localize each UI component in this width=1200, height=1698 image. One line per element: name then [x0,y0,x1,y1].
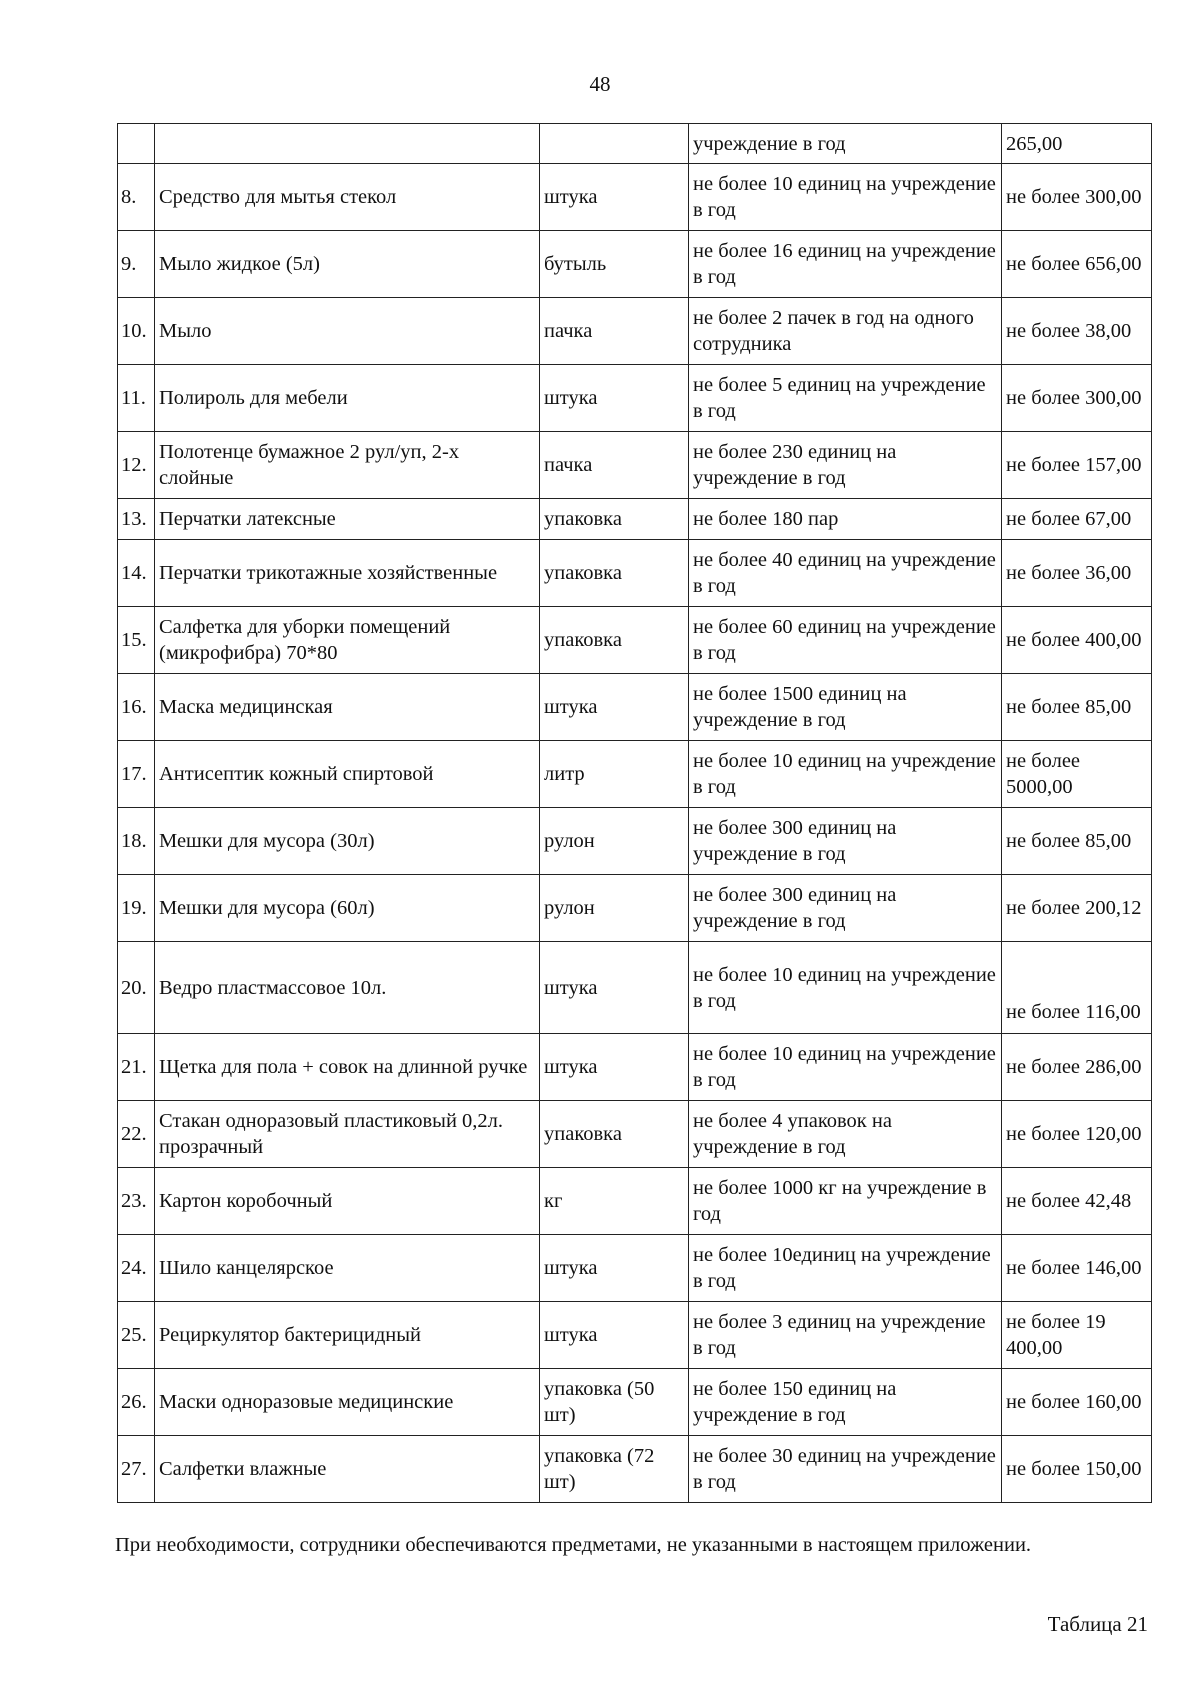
item-name-cell: Мешки для мусора (60л) [155,875,540,942]
quantity-cell: не более 10 единиц на учреждение в год [689,1034,1002,1101]
row-number-cell: 25. [118,1302,155,1369]
item-name-cell: Салфетка для уборки помещений (микрофибра) 70*80 [155,607,540,674]
price-cell: не более 67,00 [1002,499,1152,540]
item-name-cell: Картон коробочный [155,1168,540,1235]
unit-cell: штука [540,1302,689,1369]
item-name-cell: Салфетки влажные [155,1436,540,1503]
table-row [118,540,1152,607]
item-name-cell: Антисептик кожный спиртовой [155,741,540,808]
table-row [118,499,1152,540]
unit-cell: кг [540,1168,689,1235]
table-row [118,1034,1152,1101]
row-number-cell: 24. [118,1235,155,1302]
row-number-cell: 8. [118,164,155,231]
table-row [118,1369,1152,1436]
price-cell: не более 146,00 [1002,1235,1152,1302]
quantity-cell: не более 2 пачек в год на одного сотрудника [689,298,1002,365]
table-row [118,942,1152,1034]
quantity-cell: не более 300 единиц на учреждение в год [689,808,1002,875]
row-number-cell: 12. [118,432,155,499]
table-row [118,365,1152,432]
table-row [118,164,1152,231]
table-row [118,875,1152,942]
unit-cell: упаковка [540,540,689,607]
row-number-cell: 19. [118,875,155,942]
quantity-cell: не более 1000 кг на учреждение в год [689,1168,1002,1235]
item-name-cell: Средство для мытья стекол [155,164,540,231]
table-row [118,1235,1152,1302]
price-cell: не более 85,00 [1002,674,1152,741]
item-name-cell: Полироль для мебели [155,365,540,432]
item-name-cell: Маска медицинская [155,674,540,741]
price-cell: не более 656,00 [1002,231,1152,298]
unit-cell: штука [540,365,689,432]
unit-cell: рулон [540,875,689,942]
unit-cell: упаковка (50 шт) [540,1369,689,1436]
table-row [118,808,1152,875]
table-row [118,1436,1152,1503]
item-name-cell [155,124,540,164]
item-name-cell: Мыло [155,298,540,365]
unit-cell: упаковка [540,607,689,674]
unit-cell: штука [540,164,689,231]
quantity-cell: не более 10единиц на учреждение в год [689,1235,1002,1302]
price-cell: не более 300,00 [1002,365,1152,432]
table-row [118,1168,1152,1235]
quantity-cell: не более 300 единиц на учреждение в год [689,875,1002,942]
row-number-cell: 22. [118,1101,155,1168]
item-name-cell: Ведро пластмассовое 10л. [155,942,540,1034]
item-name-cell: Мыло жидкое (5л) [155,231,540,298]
unit-cell: бутыль [540,231,689,298]
unit-cell: литр [540,741,689,808]
quantity-cell: не более 30 единиц на учреждение в год [689,1436,1002,1503]
price-cell: не более 286,00 [1002,1034,1152,1101]
price-cell: не более 5000,00 [1002,741,1152,808]
price-cell: не более 19 400,00 [1002,1302,1152,1369]
price-cell: не более 85,00 [1002,808,1152,875]
table-row [118,674,1152,741]
unit-cell: упаковка [540,1101,689,1168]
table-row [118,231,1152,298]
unit-cell [540,124,689,164]
unit-cell: упаковка [540,499,689,540]
row-number-cell: 11. [118,365,155,432]
price-cell: не более 116,00 [1002,942,1152,1034]
unit-cell: пачка [540,432,689,499]
row-number-cell: 18. [118,808,155,875]
quantity-cell: не более 180 пар [689,499,1002,540]
price-cell: не более 42,48 [1002,1168,1152,1235]
unit-cell: штука [540,942,689,1034]
footnote-text: При необходимости, сотрудники обеспечиваются предметами, не указанными в настоящем приложении. [115,1534,1032,1556]
row-number-cell: 17. [118,741,155,808]
quantity-cell: не более 10 единиц на учреждение в год [689,942,1002,1034]
unit-cell: штука [540,1034,689,1101]
price-cell: не более 120,00 [1002,1101,1152,1168]
price-cell: не более 160,00 [1002,1369,1152,1436]
quantity-cell: не более 150 единиц на учреждение в год [689,1369,1002,1436]
price-cell: не более 400,00 [1002,607,1152,674]
quantity-cell: не более 4 упаковок на учреждение в год [689,1101,1002,1168]
item-name-cell: Перчатки трикотажные хозяйственные [155,540,540,607]
quantity-cell: не более 40 единиц на учреждение в год [689,540,1002,607]
row-number-cell: 26. [118,1369,155,1436]
row-number-cell: 20. [118,942,155,1034]
quantity-cell: не более 60 единиц на учреждение в год [689,607,1002,674]
row-number-cell: 14. [118,540,155,607]
quantity-cell: учреждение в год [689,124,1002,164]
table-row [118,432,1152,499]
row-number-cell: 21. [118,1034,155,1101]
row-number-cell: 27. [118,1436,155,1503]
unit-cell: рулон [540,808,689,875]
item-name-cell: Мешки для мусора (30л) [155,808,540,875]
unit-cell: пачка [540,298,689,365]
row-number-cell: 16. [118,674,155,741]
item-name-cell: Перчатки латексные [155,499,540,540]
price-cell: не более 157,00 [1002,432,1152,499]
item-name-cell: Маски одноразовые медицинские [155,1369,540,1436]
price-cell: не более 200,12 [1002,875,1152,942]
item-name-cell: Щетка для пола + совок на длинной ручке [155,1034,540,1101]
row-number-cell: 10. [118,298,155,365]
page-number: 48 [589,72,611,96]
table-row [118,124,1152,164]
supply-norms-table [117,123,1152,1503]
quantity-cell: не более 3 единиц на учреждение в год [689,1302,1002,1369]
row-number-cell [118,124,155,164]
row-number-cell: 23. [118,1168,155,1235]
price-cell: не более 300,00 [1002,164,1152,231]
table-row [118,741,1152,808]
table-row [118,1101,1152,1168]
table-caption: Таблица 21 [1047,1612,1148,1636]
row-number-cell: 15. [118,607,155,674]
unit-cell: упаковка (72 шт) [540,1436,689,1503]
row-number-cell: 9. [118,231,155,298]
quantity-cell: не более 1500 единиц на учреждение в год [689,674,1002,741]
unit-cell: штука [540,1235,689,1302]
item-name-cell: Полотенце бумажное 2 рул/уп, 2-х слойные [155,432,540,499]
quantity-cell: не более 10 единиц на учреждение в год [689,741,1002,808]
price-cell: 265,00 [1002,124,1152,164]
table-row [118,607,1152,674]
quantity-cell: не более 10 единиц на учреждение в год [689,164,1002,231]
table-row [118,298,1152,365]
quantity-cell: не более 230 единиц на учреждение в год [689,432,1002,499]
price-cell: не более 38,00 [1002,298,1152,365]
quantity-cell: не более 16 единиц на учреждение в год [689,231,1002,298]
item-name-cell: Стакан одноразовый пластиковый 0,2л. прозрачный [155,1101,540,1168]
price-cell: не более 150,00 [1002,1436,1152,1503]
price-cell: не более 36,00 [1002,540,1152,607]
item-name-cell: Рециркулятор бактерицидный [155,1302,540,1369]
unit-cell: штука [540,674,689,741]
row-number-cell: 13. [118,499,155,540]
item-name-cell: Шило канцелярское [155,1235,540,1302]
quantity-cell: не более 5 единиц на учреждение в год [689,365,1002,432]
table-row [118,1302,1152,1369]
